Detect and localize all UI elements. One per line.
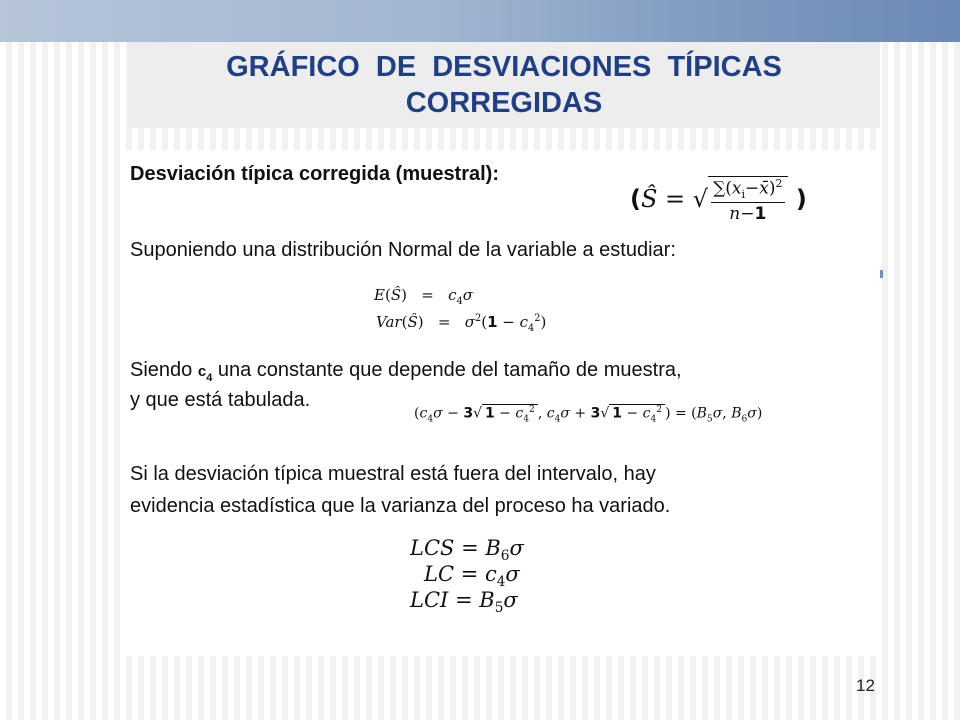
slide-title: GRÁFICO DE DESVIACIONES TÍPICAS CORREGIDAS <box>226 51 782 119</box>
text-line-2: Siendo $c_4$ una constante que depende del tamaño de muestra, <box>130 359 682 384</box>
text-line-4: Si la desviación típica muestral está fuera del intervalo, hay <box>130 463 656 485</box>
top-banner <box>0 0 960 42</box>
formula-variance: Var(Ŝ) = $\sigma^2(1 - c_4^2)$ <box>376 313 547 334</box>
text-line-5: evidencia estadística que la varianza del proceso ha variado. <box>130 495 671 517</box>
formula-expectation: E(Ŝ) = $c_4\sigma$ <box>374 286 473 307</box>
formula-lc: LC = $c_4\sigma$ <box>424 562 520 591</box>
accent-mark <box>880 270 883 278</box>
formula-lci: LCI = $B_5\sigma$ <box>410 588 518 617</box>
formula-interval: ($c_4\sigma - 3√$ $1 - c_4^2$ , $c_4\sigma + 3√$ $1 - c_4^2$ ) = ($B_5\sigma$, $B_6\sigma$) <box>414 405 763 425</box>
text-line-3: y que está tabulada. <box>130 389 311 411</box>
section-heading: Desviación típica corregida (muestral): <box>130 163 500 185</box>
formula-lcs: LCS = $B_6\sigma$ <box>410 536 524 565</box>
page-number: 12 <box>856 676 875 695</box>
title-box <box>128 42 880 128</box>
text-line-1: Suponiendo una distribución Normal de la variable a estudiar: <box>130 239 676 261</box>
formula-s-hat: (Ŝ = √ $\frac{\sum(x_i-x̄)^2}{n-1}$ ) <box>630 177 807 225</box>
